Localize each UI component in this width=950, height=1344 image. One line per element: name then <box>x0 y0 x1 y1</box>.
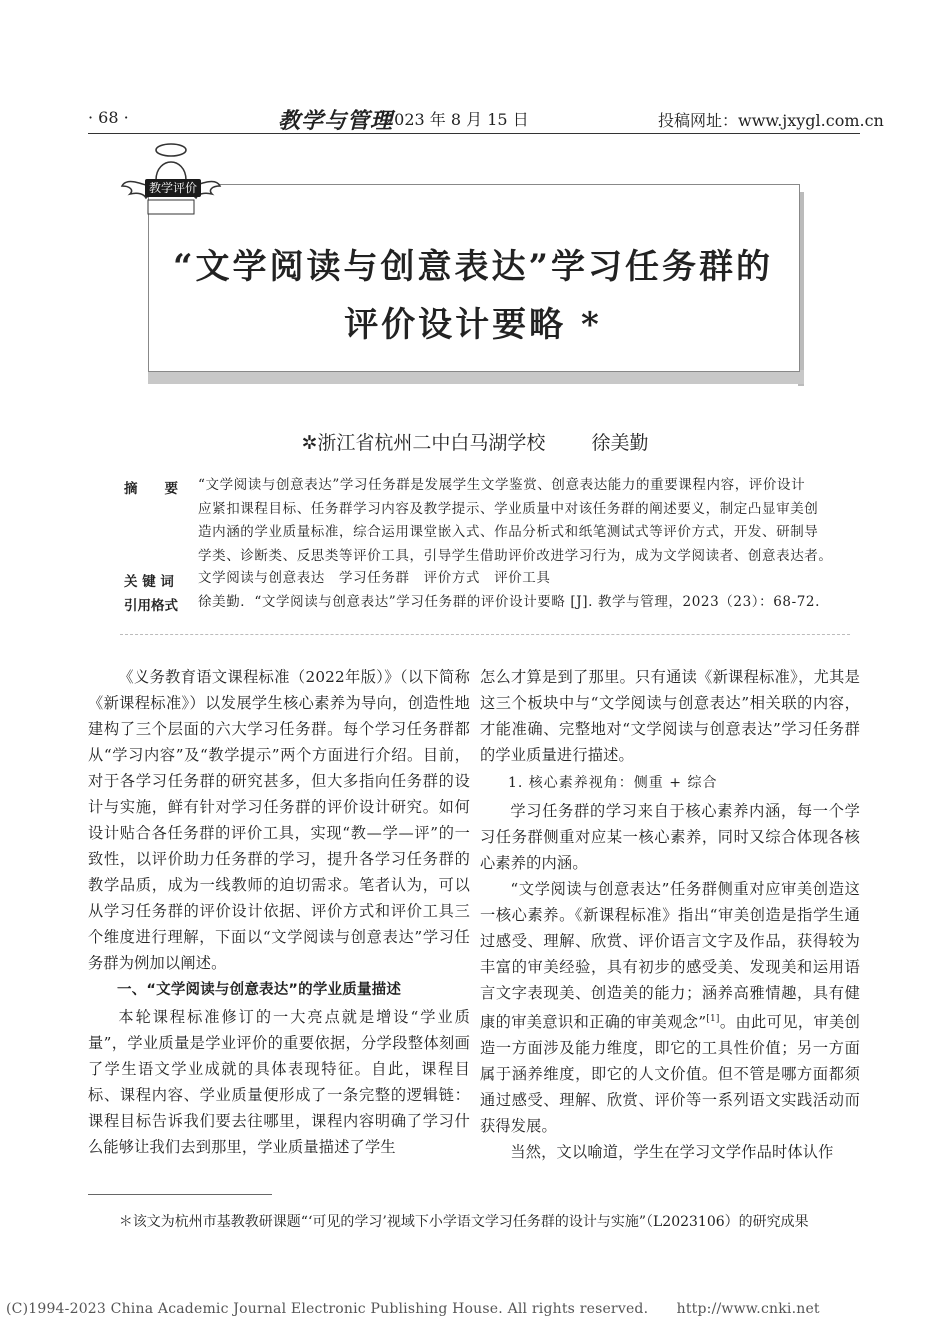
title-box-shadow-bottom <box>148 370 804 384</box>
citation-label: 引用格式 <box>124 598 178 614</box>
body-text: 。由此可见，审美创造一方面涉及能力维度，即它的工具性价值；另一方面属于涵养维度，即它的人文价值。但不管是哪方面都须通过感受、理解、欣赏、评价等一系列语文实践活动而获得发展。 <box>480 1013 860 1136</box>
body-column-left <box>88 664 470 1160</box>
header-rule <box>88 133 860 134</box>
title-line-1: “文学阅读与创意表达”学习任务群的 <box>172 247 774 287</box>
body-paragraph: 本轮课程标准修订的一大亮点就是增设“学业质量”，学业质量是学业评价的重要依据，分学段整体刻画了学生语文学业成就的具体表现特征。自此，课程目标、课程内容、学业质量便形成了一条完整的逻辑链：课程目标告诉我们要去往哪里，课程内容明确了学习什么能够让我们去到那里，学业质量描述了学生 <box>88 1008 470 1156</box>
section-badge: 教学评价 <box>145 179 201 197</box>
angel-badge-icon <box>120 138 222 216</box>
copyright-line: (C)1994-2023 China Academic Journal Electronic Publishing House. All rights reserved. http://www.cnki.net <box>6 1301 820 1317</box>
submission-website: 投稿网址：www.jxygl.com.cn <box>658 111 884 130</box>
section-heading: 一、“文学阅读与创意表达”的学业质量描述 <box>117 982 402 998</box>
abstract-label: 摘 要 <box>124 481 178 497</box>
abstract-line: 学类、诊断类、反思类等评价工具，引导学生借助评价改进学习行为，成为文学阅读者、创意表达者。 <box>198 547 833 564</box>
keywords-text: 文学阅读与创意表达 学习任务群 评价方式 评价工具 <box>198 570 551 586</box>
citation-text: 徐美勤．“文学阅读与创意表达”学习任务群的评价设计要略 [J]. 教学与管理，2023（23）：68-72. <box>198 594 821 610</box>
author-affiliation: ✲浙江省杭州二中白马湖学校 <box>301 432 546 454</box>
abstract-divider <box>120 634 850 635</box>
citation-reference: [1] <box>706 1014 720 1024</box>
abstract-line: 造内涵的学业质量标准，综合运用课堂嵌入式、作品分析式和纸笔测试式等评价方式，开发、研制导 <box>198 524 819 540</box>
abstract-line: 应紧扣课程目标、任务群学习内容及教学提示、学业质量中对该任务群的阐述要义，制定凸显审美创 <box>198 500 819 517</box>
body-paragraph: 《义务教育语文课程标准（2022年版）》（以下简称《新课程标准》）以发展学生核心素养为导向，创造性地建构了三个层面的六大学习任务群。每个学习任务群都从“学习内容”及“教学提示”两个方面进行介绍。目前，对于各学习任务群的研究甚多，但大多指向任务群的设计与实施，鲜有针对学习任务群的评价设计研究。如何设计贴合各任务群的评价工具，实现“教—学—评”的一致性，以评价助力任务群的学习，提升各学习任务群的教学品质，成为一线教师的迫切需求。笔者认为，可以从学习任务群的评价设计依据、评价方式和评价工具三个维度进行理解，下面以“文学阅读与创意表达”学习任务群为例加以阐述。 <box>88 668 470 972</box>
body-paragraph: 怎么才算是到了那里。只有通读《新课程标准》，尤其是这三个板块中与“文学阅读与创意表达”相关联的内容，才能准确、完整地对“文学阅读与创意表达”学习任务群的学业质量进行描述。 <box>480 668 860 764</box>
abstract-text <box>198 474 848 568</box>
article-title <box>150 238 796 354</box>
keywords-label: 关 键 词 <box>124 574 174 590</box>
body-paragraph <box>480 876 860 1139</box>
body-paragraph: 学习任务群的学习来自于核心素养内涵，每一个学习任务群侧重对应某一核心素养，同时又综合体现各核心素养的内涵。 <box>480 802 860 872</box>
page-number: · 68 · <box>88 108 129 127</box>
abstract-line: “文学阅读与创意表达”学习任务群是发展学生文学鉴赏、创意表达能力的重要课程内容，评价设计 <box>198 477 806 493</box>
issue-date: 2023 年 8 月 15 日 <box>384 110 529 129</box>
title-line-2: 评价设计要略 * <box>344 305 602 345</box>
author-name: 徐美勤 <box>591 432 649 454</box>
body-paragraph: 当然，文以喻道，学生在学习文学作品时体认作 <box>510 1143 834 1162</box>
subsection-heading: 1. 核心素养视角：侧重 + 综合 <box>508 775 718 791</box>
body-text: “文学阅读与创意表达”任务群侧重对应审美创造这一核心素养。《新课程标准》指出“审美创造是指学生通过感受、理解、欣赏、评价语言文字及作品，获得较为丰富的审美经验，具有初步的感受美、发现美和运用语言文字表现美、创造美的能力；涵养高雅情趣，具有健康的审美意识和正确的审美观念” <box>480 880 860 1032</box>
footnote-rule <box>88 1194 272 1195</box>
body-column-right <box>480 664 860 1165</box>
footnote: ＊该文为杭州市基教教研课题“‘可见的学习’视域下小学语文学习任务群的设计与实施”（L2023106）的研究成果 <box>118 1214 809 1230</box>
author-line <box>0 428 950 455</box>
journal-name: 教学与管理 <box>278 108 394 134</box>
